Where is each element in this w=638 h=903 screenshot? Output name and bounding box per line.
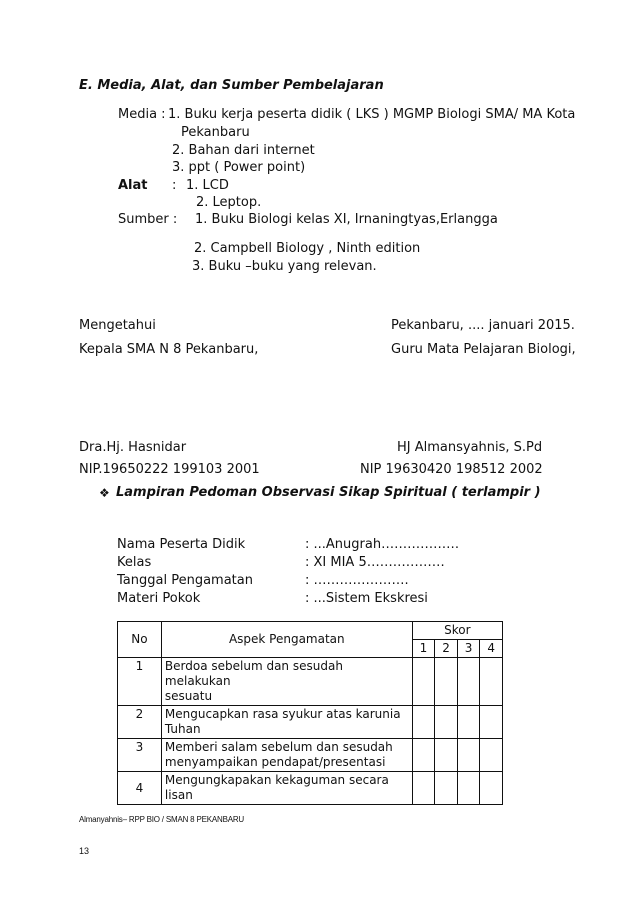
score-cell[interactable]: [480, 739, 503, 772]
signature-left-name: Dra.Hj. Hasnidar: [79, 440, 187, 455]
score-cell[interactable]: [480, 658, 503, 706]
identity-value-materi: : ...Sistem Ekskresi: [305, 591, 428, 606]
row-aspek-line2: sesuatu: [164, 689, 213, 703]
lampiran-title: Lampiran Pedoman Observasi Sikap Spiritual ( terlampir ): [116, 485, 541, 500]
media-item-1-cont: Pekanbaru: [181, 125, 250, 140]
signature-left-line1: Mengetahui: [79, 318, 156, 333]
row-aspek: [161, 706, 412, 739]
score-cell[interactable]: [457, 706, 480, 739]
score-cell[interactable]: [435, 739, 458, 772]
signature-right-line1: Pekanbaru, .... januari 2015.: [391, 318, 575, 333]
media-item-2: 2. Bahan dari internet: [172, 143, 315, 158]
alat-item-1: 1. LCD: [186, 178, 229, 193]
row-aspek-line1: Mengungkapakan kekaguman secara lisan: [164, 773, 389, 802]
bullet-diamond-icon: ❖: [99, 486, 110, 500]
footer-label: Almanyahnis– RPP BIO / SMAN 8 PEKANBARU: [79, 815, 245, 824]
score-cell[interactable]: [457, 772, 480, 805]
row-no: 3: [118, 739, 162, 772]
row-aspek-line1: Memberi salam sebelum dan sesudah: [164, 740, 393, 754]
score-cell[interactable]: [457, 739, 480, 772]
score-cell[interactable]: [412, 772, 435, 805]
alat-colon: :: [172, 178, 177, 193]
header-aspek: Aspek Pengamatan: [161, 622, 412, 658]
header-no: No: [118, 622, 162, 658]
row-aspek: [161, 658, 412, 706]
sumber-item-3: 3. Buku –buku yang relevan.: [192, 259, 377, 274]
score-cell[interactable]: [435, 772, 458, 805]
score-cell[interactable]: [435, 706, 458, 739]
signature-left-nip: NIP.19650222 199103 2001: [79, 462, 260, 477]
table-row: [118, 772, 503, 805]
identity-value-nama: : ...Anugrah………………: [305, 537, 460, 552]
row-no: 2: [118, 706, 162, 739]
score-cell[interactable]: [457, 658, 480, 706]
score-cell[interactable]: [480, 772, 503, 805]
score-cell[interactable]: [412, 706, 435, 739]
media-label: Media :: [118, 107, 166, 122]
signature-right-nip: NIP 19630420 198512 2002: [360, 462, 543, 477]
signature-right-name: HJ Almansyahnis, S.Pd: [397, 440, 543, 455]
identity-label-kelas: Kelas: [117, 555, 152, 570]
skor-level-4: 4: [480, 640, 503, 658]
page-number: 13: [79, 846, 90, 856]
score-cell[interactable]: [435, 658, 458, 706]
header-skor: Skor: [412, 622, 502, 640]
table-header-row: [118, 622, 503, 640]
skor-level-2: 2: [435, 640, 458, 658]
media-item-3: 3. ppt ( Power point): [172, 160, 306, 175]
signature-right-line2: Guru Mata Pelajaran Biologi,: [391, 342, 576, 357]
observation-table: [117, 621, 503, 805]
row-no: 1: [118, 658, 162, 706]
signature-left-line2: Kepala SMA N 8 Pekanbaru,: [79, 342, 259, 357]
section-heading: E. Media, Alat, dan Sumber Pembelajaran: [79, 78, 384, 93]
skor-level-3: 3: [457, 640, 480, 658]
skor-level-1: 1: [412, 640, 435, 658]
identity-value-kelas: : XI MIA 5………………: [305, 555, 445, 570]
row-aspek: [161, 772, 412, 805]
table-row: [118, 706, 503, 739]
alat-item-2: 2. Leptop.: [196, 195, 262, 210]
row-aspek-line2: menyampaikan pendapat/presentasi: [164, 755, 386, 769]
row-aspek-line1: Berdoa sebelum dan sesudah melakukan: [164, 659, 343, 688]
media-item-1: 1. Buku kerja peserta didik ( LKS ) MGMP Biologi SMA/ MA Kota: [168, 107, 576, 122]
score-cell[interactable]: [480, 706, 503, 739]
table-row: [118, 739, 503, 772]
row-aspek-line1: Mengucapkan rasa syukur atas karunia: [164, 707, 401, 721]
sumber-label: Sumber :: [118, 212, 178, 227]
row-aspek-line2: Tuhan: [164, 722, 201, 736]
sumber-item-2: 2. Campbell Biology , Ninth edition: [194, 241, 421, 256]
sumber-item-1: 1. Buku Biologi kelas XI, Irnaningtyas,Erlangga: [195, 212, 498, 227]
table-row: [118, 658, 503, 706]
alat-label: Alat: [118, 178, 148, 193]
identity-label-tanggal: Tanggal Pengamatan: [117, 573, 253, 588]
row-aspek: [161, 739, 412, 772]
identity-label-nama: Nama Peserta Didik: [117, 537, 246, 552]
identity-label-materi: Materi Pokok: [117, 591, 201, 606]
score-cell[interactable]: [412, 739, 435, 772]
row-no: 4: [118, 772, 162, 805]
score-cell[interactable]: [412, 658, 435, 706]
identity-value-tanggal: : ………………….: [305, 573, 409, 588]
